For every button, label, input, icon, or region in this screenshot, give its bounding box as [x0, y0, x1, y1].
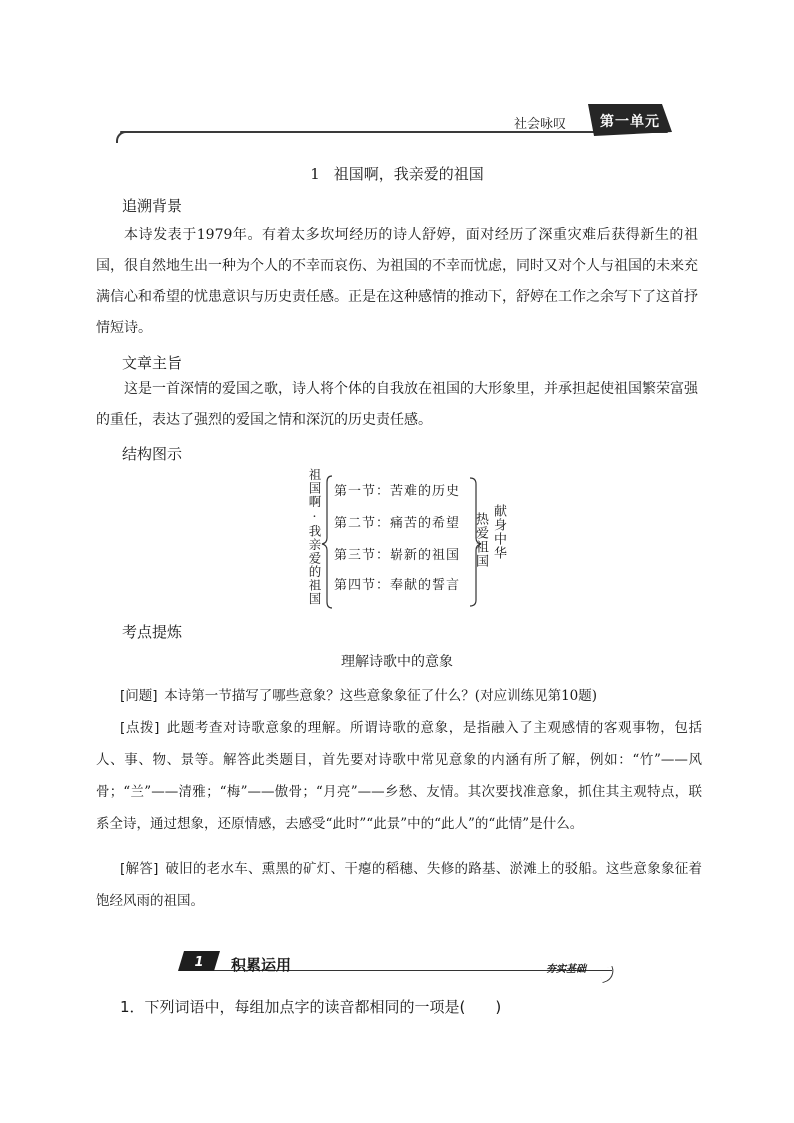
- diagram-node: 第一节：苦难的历史: [334, 484, 461, 499]
- question-number: 1．: [120, 998, 145, 1016]
- banner-title: 积累运用: [231, 956, 292, 974]
- theme-paragraph: [96, 374, 698, 436]
- banner-badge: [178, 951, 220, 971]
- answer-block: [96, 853, 702, 917]
- diagram-root: 祖国啊·我亲爱的祖国: [307, 468, 322, 606]
- banner-badge-number: 1: [194, 955, 204, 970]
- structure-diagram: [300, 466, 520, 618]
- answer-text: 破旧的老水车、熏黑的矿灯、干瘪的稻穗、失修的路基、淤滩上的驳船。这些意象象征着饱经风雨的祖国。: [96, 861, 702, 909]
- exam-points-heading: 考点提炼: [122, 623, 183, 641]
- question-text: 本诗第一节描写了哪些意象？这些意象象征了什么？(对应训练见第10题): [164, 688, 598, 704]
- hint-text: 此题考查对诗歌意象的理解。所谓诗歌的意象，是指融入了主观感情的客观事物，包括人、事、物、景等。解答此类题目，首先要对诗歌中常见意象的内涵有所了解，例如：“竹”——风骨；“兰”——清雅；“梅”——傲骨；“月亮”——乡愁、友情。其次要找准意象，抓住其主观特点，联系全诗，通过想象，还原情感，去感受“此时”“此景”中的“此人”的“此情”是什么。: [96, 720, 702, 832]
- question-item-text: 下列词语中，每组加点字的读音都相同的一项是( ): [144, 998, 502, 1016]
- header-unit-label: 第一单元: [600, 114, 660, 130]
- diagram-summary-right: 献身中华: [491, 504, 506, 560]
- background-heading: 追溯背景: [122, 197, 183, 215]
- lesson-number: 1: [310, 165, 320, 183]
- lesson-title-text: 祖国啊，我亲爱的祖国: [333, 165, 484, 183]
- exam-points-subheading: 理解诗歌中的意象: [341, 654, 453, 670]
- hint-block: [96, 712, 702, 840]
- banner-right-label: 夯实基础: [546, 964, 586, 975]
- lesson-title: [0, 163, 794, 184]
- header-section-label: 社会咏叹: [514, 117, 567, 132]
- background-paragraph: [96, 220, 698, 344]
- background-text: 本诗发表于1979年。有着太多坎坷经历的诗人舒婷，面对经历了深重灾难后获得新生的祖国，很自然地生出一种为个人的不幸而哀伤、为祖国的不幸而忧虑，同时又对个人与祖国的未来充满信心和希望的忧患意识与历史责任感。正是在这种感情的推动下，舒婷在工作之余写下了这首抒情短诗。: [96, 227, 698, 336]
- diagram-summary-left: 热爱祖国: [473, 512, 488, 568]
- theme-text: 这是一首深情的爱国之歌，诗人将个体的自我放在祖国的大形象里，并承担起使祖国繁荣富强的重任，表达了强烈的爱国之情和深沉的历史责任感。: [96, 381, 698, 428]
- diagram-node: 第三节：崭新的祖国: [334, 548, 461, 563]
- question-block: [96, 680, 702, 712]
- theme-heading: 文章主旨: [122, 354, 183, 372]
- hint-tag: [点拨]: [120, 720, 160, 736]
- diagram-node: 第二节：痛苦的希望: [334, 516, 461, 531]
- question-tag: [问题]: [120, 688, 158, 704]
- diagram-node: 第四节：奉献的誓言: [334, 578, 461, 593]
- answer-tag: [解答]: [120, 861, 159, 877]
- header-rule: [120, 131, 668, 133]
- structure-heading: 结构图示: [122, 445, 183, 463]
- question-item: [120, 996, 501, 1017]
- banner-rule-tail: [598, 966, 617, 983]
